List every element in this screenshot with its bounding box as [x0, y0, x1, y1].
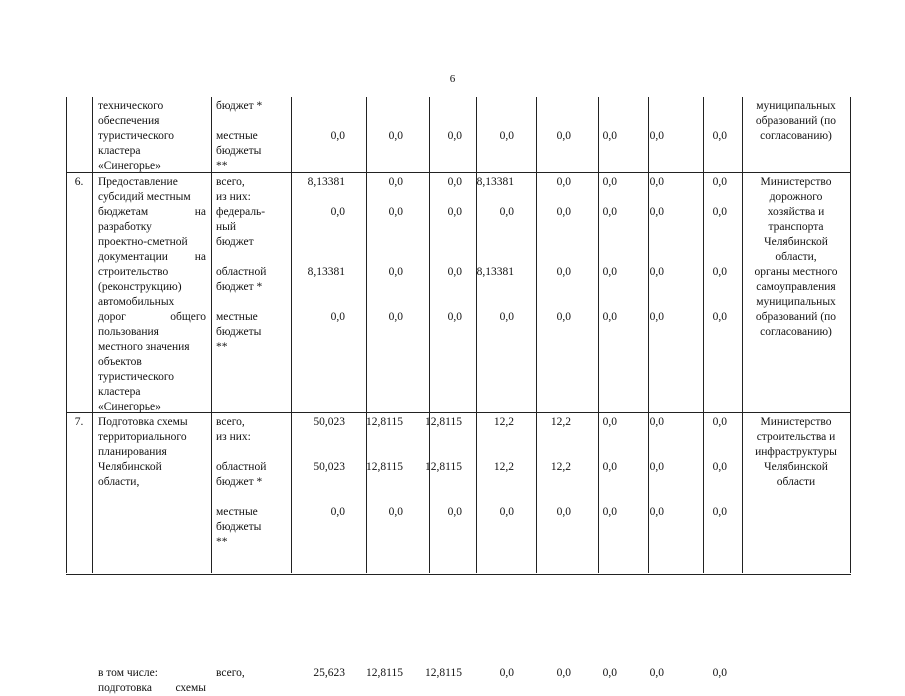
measure-name-line: в том числе:	[98, 667, 158, 679]
funding-value: 0,0	[388, 266, 403, 278]
funding-value: 12,8115	[366, 667, 403, 679]
funding-source-line: **	[216, 536, 228, 548]
executor-line: строительства и	[756, 431, 836, 443]
funding-value: 0,0	[447, 130, 462, 142]
measure-name-line: технического	[98, 100, 164, 112]
measure-name-line: разработку	[98, 221, 152, 233]
funding-value: 0,0	[499, 311, 514, 323]
funding-source-line: федераль-	[216, 206, 266, 218]
funding-value: 0,0	[602, 130, 617, 142]
measure-name-line: автомобильных	[98, 296, 175, 308]
executor-line: Челябинской	[764, 236, 828, 248]
measure-name-line: области,	[98, 476, 140, 488]
measure-name-line: кластера	[98, 386, 141, 398]
funding-value: 0,0	[556, 176, 571, 188]
funding-value: 0,0	[602, 667, 617, 679]
funding-value: 0,0	[649, 130, 664, 142]
funding-value: 12,8115	[425, 461, 462, 473]
measure-name-line: подготовка схемы	[98, 682, 206, 694]
funding-value: 12,2	[493, 461, 514, 473]
measure-name-line: (реконструкцию)	[98, 281, 182, 293]
measure-name-line: туристического	[98, 130, 175, 142]
executor-line: инфраструктуры	[755, 446, 837, 458]
funding-value: 12,8115	[425, 416, 462, 428]
funding-value: 0,0	[602, 311, 617, 323]
measure-name-line: «Синегорье»	[98, 401, 161, 413]
measure-name-line: объектов	[98, 356, 142, 368]
funding-source-line: бюджет *	[216, 281, 263, 293]
executor-line: области	[776, 476, 816, 488]
funding-value: 0,0	[649, 416, 664, 428]
funding-value: 0,0	[649, 506, 664, 518]
executor-line: образований (по	[755, 311, 837, 323]
funding-value: 0,0	[712, 506, 727, 518]
funding-value: 0,0	[388, 311, 403, 323]
funding-value: 0,0	[499, 667, 514, 679]
funding-value: 0,0	[602, 266, 617, 278]
funding-value: 0,0	[712, 667, 727, 679]
executor-line: муниципальных	[756, 100, 836, 112]
funding-value: 0,0	[447, 266, 462, 278]
funding-value: 0,0	[388, 506, 403, 518]
funding-value: 0,0	[712, 130, 727, 142]
funding-value: 0,0	[712, 206, 727, 218]
measure-name-line: Предоставление	[98, 176, 178, 188]
funding-value: 0,0	[649, 206, 664, 218]
funding-value: 0,0	[649, 461, 664, 473]
measure-name-line: пользования	[98, 326, 159, 338]
funding-value: 12,8115	[425, 667, 462, 679]
executor-line: области,	[775, 251, 817, 263]
funding-value: 0,0	[447, 176, 462, 188]
funding-value: 0,0	[712, 311, 727, 323]
executor-line: органы местного	[754, 266, 838, 278]
funding-value: 8,13381	[307, 266, 345, 278]
measure-name-line: Челябинской	[98, 461, 162, 473]
measure-name-line: бюджетам на	[98, 206, 206, 218]
funding-value: 12,8115	[366, 461, 403, 473]
funding-value: 0,0	[330, 506, 345, 518]
funding-source-line: бюджет	[216, 236, 254, 248]
funding-value: 0,0	[388, 130, 403, 142]
funding-source-line: бюджет *	[216, 100, 263, 112]
funding-value: 0,0	[499, 206, 514, 218]
funding-source-line: всего,	[216, 176, 245, 188]
page-number: 6	[449, 73, 456, 85]
funding-source-line: бюджет *	[216, 476, 263, 488]
funding-source-line: бюджеты	[216, 521, 262, 533]
funding-value: 0,0	[712, 461, 727, 473]
funding-value: 0,0	[649, 311, 664, 323]
measure-name-line: обеспечения	[98, 115, 160, 127]
executor-line: Министерство	[760, 176, 832, 188]
funding-value: 0,0	[556, 311, 571, 323]
funding-value: 0,0	[447, 206, 462, 218]
funding-value: 12,2	[550, 461, 571, 473]
funding-value: 0,0	[602, 206, 617, 218]
funding-value: 0,0	[649, 667, 664, 679]
funding-value: 0,0	[330, 206, 345, 218]
measure-name-line: «Синегорье»	[98, 160, 161, 172]
funding-value: 0,0	[499, 130, 514, 142]
funding-value: 0,0	[556, 130, 571, 142]
measure-name-line: строительство	[98, 266, 169, 278]
funding-value: 0,0	[712, 416, 727, 428]
funding-source-line: **	[216, 160, 228, 172]
funding-value: 0,0	[330, 130, 345, 142]
funding-value: 0,0	[447, 311, 462, 323]
executor-line: транспорта	[768, 221, 824, 233]
funding-source-line: областной	[216, 461, 267, 473]
executor-line: хозяйства и	[767, 206, 825, 218]
funding-value: 0,0	[330, 311, 345, 323]
funding-value: 0,0	[556, 667, 571, 679]
funding-source-line: из них:	[216, 431, 251, 443]
funding-source-line: бюджеты	[216, 145, 262, 157]
executor-line: образований (по	[755, 115, 837, 127]
funding-value: 0,0	[556, 266, 571, 278]
funding-value: 0,0	[556, 506, 571, 518]
funding-source-line: ный	[216, 221, 237, 233]
funding-source-line: из них:	[216, 191, 251, 203]
measure-name-line: кластера	[98, 145, 141, 157]
measure-name-line: местного значения	[98, 341, 190, 353]
funding-value: 12,2	[550, 416, 571, 428]
funding-value: 25,623	[313, 667, 345, 679]
funding-value: 8,13381	[307, 176, 345, 188]
funding-value: 0,0	[712, 176, 727, 188]
funding-value: 12,8115	[366, 416, 403, 428]
measure-name-line: документации на	[98, 251, 206, 263]
funding-source-line: местные	[216, 130, 258, 142]
funding-source-line: **	[216, 341, 228, 353]
executor-line: согласованию)	[760, 326, 832, 338]
funding-source-line: областной	[216, 266, 267, 278]
measure-name-line: субсидий местным	[98, 191, 191, 203]
funding-value: 12,2	[493, 416, 514, 428]
funding-value: 50,023	[313, 461, 345, 473]
funding-value: 0,0	[388, 206, 403, 218]
funding-value: 0,0	[388, 176, 403, 188]
funding-source-line: местные	[216, 311, 258, 323]
funding-source-line: бюджеты	[216, 326, 262, 338]
funding-value: 0,0	[499, 506, 514, 518]
funding-value: 0,0	[649, 176, 664, 188]
funding-value: 8,13381	[476, 266, 514, 278]
funding-value: 50,023	[313, 416, 345, 428]
executor-line: согласованию)	[760, 130, 832, 142]
row-number: 7.	[74, 416, 84, 428]
measure-name-line: туристического	[98, 371, 175, 383]
funding-value: 0,0	[602, 461, 617, 473]
executor-line: Челябинской	[764, 461, 828, 473]
funding-source-line: всего,	[216, 416, 245, 428]
funding-value: 8,13381	[476, 176, 514, 188]
funding-value: 0,0	[447, 506, 462, 518]
executor-line: самоуправления	[756, 281, 836, 293]
measure-name-line: проектно-сметной	[98, 236, 188, 248]
funding-value: 0,0	[712, 266, 727, 278]
measure-name-line: планирования	[98, 446, 167, 458]
executor-line: Министерство	[760, 416, 832, 428]
measure-name-line: Подготовка схемы	[98, 416, 188, 428]
funding-value: 0,0	[649, 266, 664, 278]
measure-name-line: территориального	[98, 431, 187, 443]
funding-source-line: всего,	[216, 667, 245, 679]
row-number: 6.	[74, 176, 84, 188]
budget-table	[66, 97, 851, 694]
funding-value: 0,0	[602, 506, 617, 518]
funding-value: 0,0	[602, 176, 617, 188]
funding-value: 0,0	[556, 206, 571, 218]
executor-line: дорожного	[769, 191, 823, 203]
measure-name-line: дорог общего	[98, 311, 206, 323]
funding-value: 0,0	[602, 416, 617, 428]
executor-line: муниципальных	[756, 296, 836, 308]
funding-source-line: местные	[216, 506, 258, 518]
